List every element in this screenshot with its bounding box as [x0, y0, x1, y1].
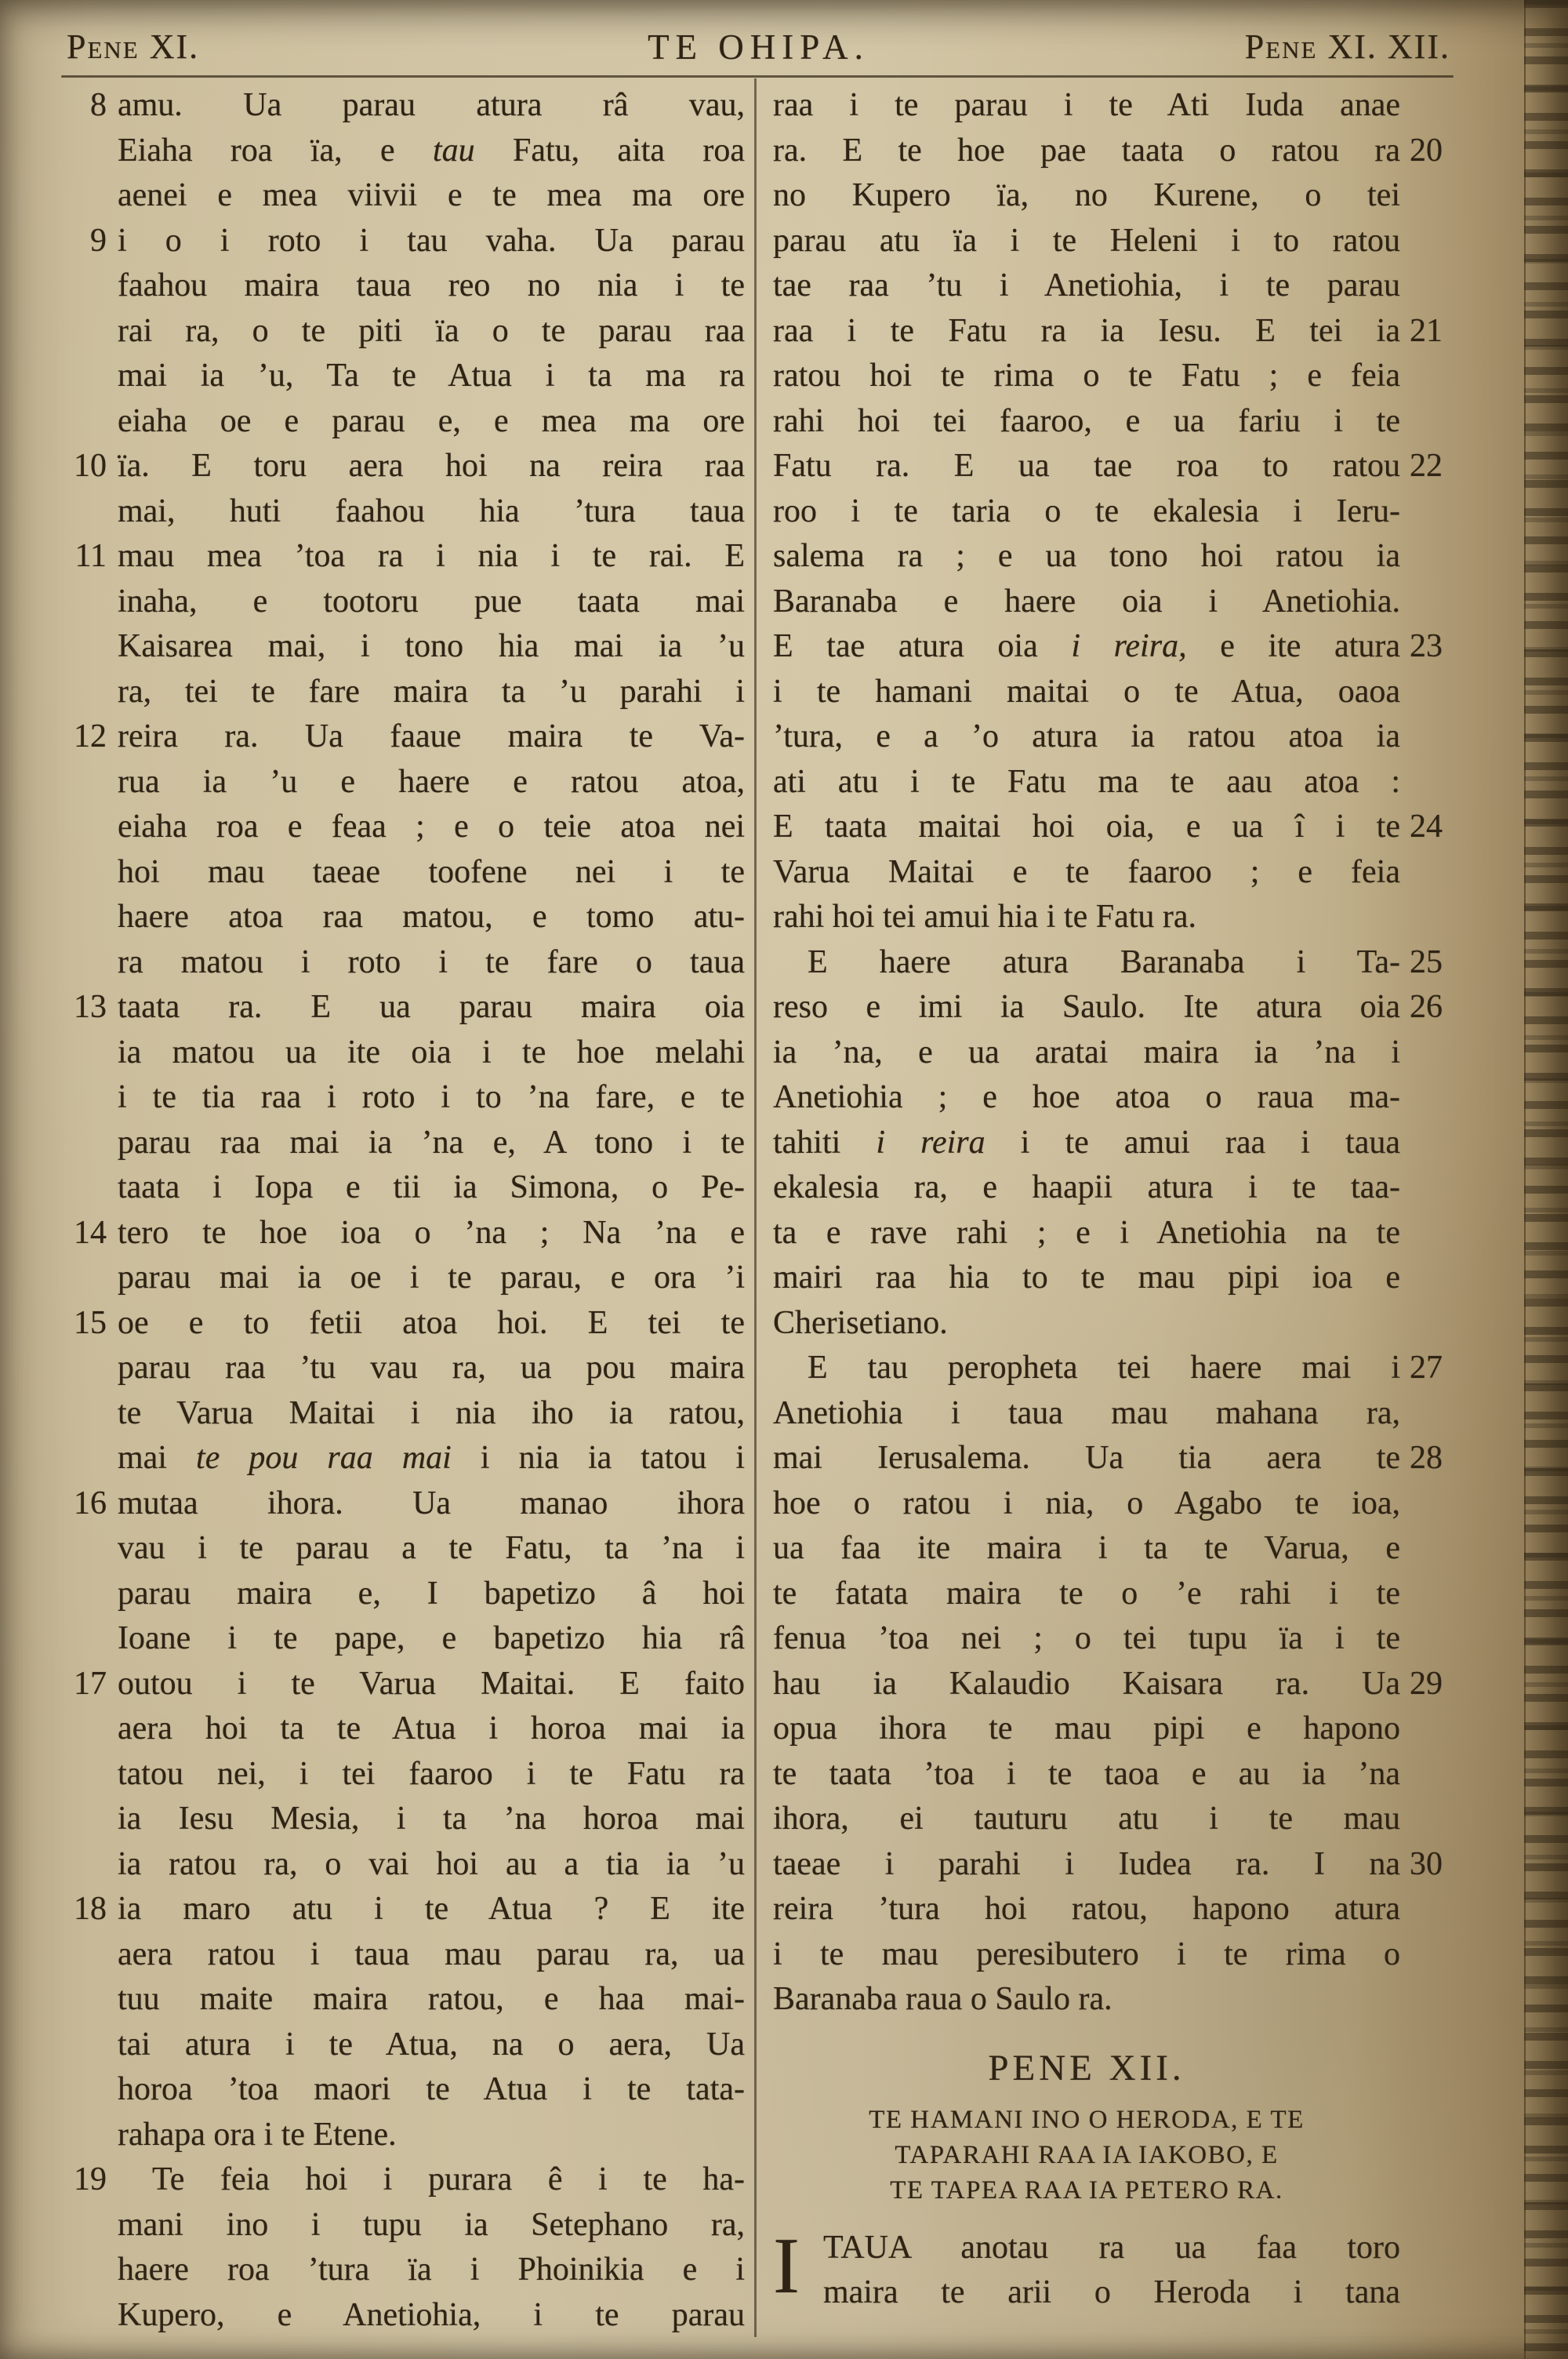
text-line	[118, 624, 745, 670]
text-line	[773, 399, 1400, 445]
column-divider	[754, 78, 757, 2337]
right-column-lines	[773, 83, 1443, 2023]
line-text: te taata ’toa i te taoa e au ia ’na	[773, 1755, 1400, 1792]
text-line	[118, 129, 745, 174]
line-text: rahi hoi tei amui hia i te Fatu ra.	[773, 899, 1197, 935]
line-text: parau raa mai ia ’na e, A tono i te	[118, 1124, 745, 1161]
verse-number: 20	[1410, 132, 1443, 169]
text-line	[823, 2270, 1400, 2316]
text-line	[118, 309, 745, 354]
line-text: mau mea ’toa ra i nia i te rai. E	[118, 538, 745, 574]
text-line	[118, 1346, 745, 1391]
line-text: amu. Ua parau atura râ vau,	[118, 87, 745, 123]
verse-number: 22	[1410, 448, 1443, 484]
line-text: parau atu ïa i te Heleni i to ratou	[773, 222, 1400, 259]
line-text: Baranaba raua o Saulo ra.	[773, 1981, 1112, 2017]
line-text: haere roa ’tura ïa i Phoinikia e i	[118, 2252, 745, 2288]
chapter-heading: PENE XII.	[988, 2047, 1185, 2088]
header-chapter-right: Pene XI. XII.	[1244, 27, 1450, 66]
line-text: taata i Iopa e tii ia Simona, o Pe-	[118, 1169, 745, 1205]
text-line	[118, 264, 745, 309]
verse-number: 14	[74, 1214, 107, 1251]
line-text: haere atoa raa matou, e tomo atu-	[118, 899, 745, 935]
text-line	[118, 1075, 745, 1121]
text-line	[773, 83, 1400, 129]
line-text: ia Iesu Mesia, i ta ’na horoa mai	[118, 1801, 745, 1837]
line-text: mai te pou raa mai i nia ia tatou i	[118, 1440, 745, 1476]
text-line	[773, 714, 1400, 760]
text-line	[773, 1887, 1400, 1932]
line-text: rahi hoi tei faaroo, e ua fariu i te	[773, 402, 1400, 439]
line-text: mutaa ihora. Ua manao ihora	[118, 1485, 745, 1521]
text-line	[773, 1075, 1400, 1121]
line-text: tuu maite maira ratou, e haa mai-	[118, 1981, 745, 2017]
chapter-opening-lines	[823, 2226, 1400, 2316]
line-text: vau i te parau a te Fatu, ta ’na i	[118, 1530, 745, 1566]
text-line	[773, 173, 1400, 219]
line-text: tatou nei, i tei faaroo i te Fatu ra	[118, 1755, 745, 1792]
line-text: te fatata maira te o ’e rahi i te	[773, 1575, 1400, 1612]
line-text: i o i roto i tau vaha. Ua parau	[118, 222, 745, 259]
line-text: Kupero, e Anetiohia, i te parau	[118, 2296, 745, 2333]
line-text: E tae atura oia i reira, e ite atura	[773, 628, 1400, 664]
text-line	[118, 2023, 745, 2068]
text-line	[773, 1256, 1400, 1301]
text-line	[773, 1842, 1443, 1888]
text-line	[773, 940, 1443, 986]
text-line	[773, 1436, 1443, 1481]
line-text: E taata maitai hoi oia, e ua î i te	[773, 809, 1400, 845]
line-text: no Kupero ïa, no Kurene, o tei	[773, 177, 1400, 213]
line-text: ia matou ua ite oia i te hoe melahi	[118, 1034, 745, 1070]
line-text: ekalesia ra, e haapii atura i te taa-	[773, 1169, 1400, 1205]
line-text: ua faa ite maira i ta te Varua, e	[773, 1530, 1400, 1566]
running-header	[67, 27, 1450, 75]
verse-number: 10	[74, 448, 107, 484]
line-text: aenei e mea viivii e te mea ma ore	[118, 177, 745, 213]
line-text: E tau peropheta tei haere mai i	[808, 1350, 1400, 1386]
text-line	[118, 940, 745, 986]
verse-number: 17	[74, 1665, 107, 1702]
line-text: Anetiohia ; e hoe atoa o raua ma-	[773, 1079, 1400, 1115]
text-line	[773, 534, 1400, 580]
line-text: reira ’tura hoi ratou, hapono atura	[773, 1891, 1400, 1927]
line-text: ’tura, e a ’o atura ia ratou atoa ia	[773, 718, 1400, 754]
line-text: opua ihora te mau pipi e hapono	[773, 1710, 1400, 1747]
text-line	[118, 760, 745, 805]
line-text: reira ra. Ua faaue maira te Va-	[118, 718, 745, 754]
text-line	[773, 264, 1400, 309]
line-text: aera ratou i taua mau parau ra, ua	[118, 1936, 745, 1972]
line-text: faahou maira taua reo no nia i te	[118, 267, 745, 304]
text-line	[118, 1030, 745, 1076]
text-line	[74, 1481, 745, 1527]
text-line	[118, 489, 745, 535]
text-line	[773, 1121, 1400, 1166]
verse-number: 25	[1410, 943, 1443, 980]
line-text: ia maro atu i te Atua ? E ite	[118, 1891, 745, 1927]
text-line	[118, 580, 745, 625]
text-line	[118, 2067, 745, 2113]
text-line	[74, 2157, 745, 2203]
text-line	[773, 1662, 1443, 1707]
line-text: i te hamani maitai o te Atua, oaoa	[773, 673, 1400, 710]
line-text: parau maira e, I bapetizo â hoi	[118, 1575, 745, 1612]
line-text: ia ratou ra, o vai hoi au a tia ia ’u	[118, 1845, 745, 1882]
line-text: Fatu ra. E ua tae roa to ratou	[773, 448, 1400, 484]
text-line	[773, 1165, 1400, 1211]
text-line	[118, 2203, 745, 2248]
text-line	[773, 1526, 1400, 1572]
line-text: Cherisetiano.	[773, 1304, 948, 1341]
text-line	[118, 399, 745, 445]
text-line	[823, 2226, 1400, 2271]
text-line	[118, 1256, 745, 1301]
text-line	[118, 1797, 745, 1842]
line-text: roo i te taria o te ekalesia i Ieru-	[773, 493, 1400, 529]
verse-number: 13	[74, 989, 107, 1025]
text-line	[118, 1391, 745, 1437]
line-text: mairi raa hia to te mau pipi ioa e	[773, 1259, 1400, 1296]
text-line	[773, 489, 1400, 535]
chapter-opening	[773, 2221, 1400, 2316]
line-text: Varua Maitai e te faaroo ; e feia	[773, 853, 1400, 890]
line-text: raa i te parau i te Ati Iuda anae	[773, 87, 1400, 123]
verse-number: 27	[1410, 1350, 1443, 1386]
line-text: inaha, e tootoru pue taata mai	[118, 583, 745, 620]
text-line	[773, 354, 1400, 399]
text-line	[773, 1346, 1443, 1391]
text-line	[118, 354, 745, 399]
line-text: tero te hoe ioa o ’na ; Na ’na e	[118, 1214, 745, 1251]
text-line	[118, 1165, 745, 1211]
line-text: oe e to fetii atoa hoi. E tei te	[118, 1304, 745, 1341]
text-line	[773, 805, 1443, 850]
text-line	[773, 1752, 1400, 1797]
text-line	[118, 1121, 745, 1166]
text-line	[74, 444, 745, 489]
chapter-subtitle	[773, 2103, 1400, 2208]
verse-number: 21	[1410, 312, 1443, 349]
chapter-subtitle-line: TAPARAHI RAA IA IAKOBO, E	[895, 2140, 1279, 2169]
text-line	[118, 1752, 745, 1797]
text-line	[90, 83, 745, 129]
header-rule	[61, 75, 1454, 78]
chapter-subtitle-line: TE TAPEA RAA IA PETERO RA.	[890, 2175, 1283, 2205]
text-line	[118, 805, 745, 850]
line-text: outou i te Varua Maitai. E faito	[118, 1665, 745, 1702]
verse-number: 15	[74, 1304, 107, 1341]
left-column	[74, 83, 746, 2338]
line-text: reso e imi ia Saulo. Ite atura oia	[773, 989, 1400, 1025]
line-text: ia ’na, e ua aratai maira ia ’na i	[773, 1034, 1400, 1070]
text-line	[773, 1301, 1400, 1347]
line-text: mani ino i tupu ia Setephano ra,	[118, 2206, 745, 2243]
line-text: TAUA anotau ra ua faa toro	[823, 2229, 1400, 2266]
text-line	[118, 1842, 745, 1888]
line-text: tahiti i reira i te amui raa i taua	[773, 1124, 1400, 1161]
line-text: rua ia ’u e haere e ratou atoa,	[118, 763, 745, 800]
line-text: hoi mau taeae toofene nei i te	[118, 853, 745, 890]
verse-number: 18	[74, 1891, 107, 1927]
line-text: salema ra ; e ua tono hoi ratou ia	[773, 538, 1400, 574]
text-line	[773, 760, 1400, 805]
text-line	[773, 1932, 1400, 1978]
text-line	[773, 624, 1443, 670]
verse-number: 9	[90, 222, 107, 259]
verse-number: 28	[1410, 1440, 1443, 1476]
text-line	[118, 1707, 745, 1752]
verse-number: 29	[1410, 1665, 1443, 1702]
text-line	[118, 850, 745, 896]
verse-number: 26	[1410, 989, 1443, 1025]
text-line	[74, 1211, 745, 1256]
text-line	[118, 1572, 745, 1617]
line-text: parau raa ’tu vau ra, ua pou maira	[118, 1350, 745, 1386]
text-line	[118, 895, 745, 940]
line-text: tae raa ’tu i Anetiohia, i te parau	[773, 267, 1400, 304]
line-text: ïa. E toru aera hoi na reira raa	[118, 448, 745, 484]
text-line	[118, 1932, 745, 1978]
line-text: hoe o ratou i nia, o Agabo te ioa,	[773, 1485, 1400, 1521]
text-line	[773, 1616, 1400, 1662]
text-line	[773, 580, 1400, 625]
verse-number: 11	[74, 538, 107, 574]
verse-number: 23	[1410, 628, 1443, 664]
line-text: tai atura i te Atua, na o aera, Ua	[118, 2026, 745, 2063]
line-text: ratou hoi te rima o te Fatu ; e feia	[773, 358, 1400, 394]
verse-number: 12	[74, 718, 107, 754]
text-line	[118, 1526, 745, 1572]
line-text: aera hoi ta te Atua i horoa mai ia	[118, 1710, 745, 1747]
line-text: Ioane i te pape, e bapetizo hia râ	[118, 1620, 745, 1656]
line-text: taeae i parahi i Iudea ra. I na	[773, 1845, 1400, 1882]
line-text: Baranaba e haere oia i Anetiohia.	[773, 583, 1400, 620]
line-text: mai ia ’u, Ta te Atua i ta ma ra	[118, 358, 745, 394]
line-text: horoa ’toa maori te Atua i te tata-	[118, 2071, 745, 2107]
line-text: E haere atura Baranaba i Ta-	[808, 943, 1400, 980]
text-line	[773, 1481, 1400, 1527]
line-text: maira te arii o Heroda i tana	[823, 2274, 1400, 2310]
line-text: ra. E te hoe pae taata o ratou ra	[773, 132, 1400, 169]
header-chapter-left: Pene XI.	[67, 27, 200, 66]
page-title: TE OHIPA.	[648, 27, 869, 67]
text-line	[773, 309, 1443, 354]
line-text: Kaisarea mai, i tono hia mai ia ’u	[118, 628, 745, 664]
text-line	[74, 534, 745, 580]
verse-number: 19	[74, 2161, 107, 2197]
text-line	[773, 219, 1400, 264]
line-text: ati atu i te Fatu ma te aau atoa :	[773, 763, 1400, 800]
text-line	[118, 1616, 745, 1662]
line-text: raa i te Fatu ra ia Iesu. E tei ia	[773, 312, 1400, 349]
right-column	[773, 83, 1443, 2316]
text-line	[90, 219, 745, 264]
line-text: i te tia raa i roto i to ’na fare, e te	[118, 1079, 745, 1115]
text-line	[74, 985, 745, 1030]
chapter-subtitle-line: TE HAMANI INO O HERODA, E TE	[869, 2105, 1305, 2134]
text-line	[773, 1707, 1400, 1752]
text-line	[118, 2248, 745, 2293]
line-text: rai ra, o te piti ïa o te parau raa	[118, 312, 745, 349]
text-line	[773, 1797, 1400, 1842]
line-text: te Varua Maitai i nia iho ia ratou,	[118, 1394, 745, 1431]
text-line	[118, 670, 745, 715]
line-text: parau mai ia oe i te parau, e ora ’i	[118, 1259, 745, 1296]
verse-number: 30	[1410, 1845, 1443, 1882]
line-text: mai Ierusalema. Ua tia aera te	[773, 1440, 1400, 1476]
text-line	[773, 1030, 1400, 1076]
line-text: ra matou i roto i te fare o taua	[118, 943, 745, 980]
line-text: Te feia hoi i purara ê i te ha-	[152, 2161, 745, 2197]
line-text: eiaha oe e parau e, e mea ma ore	[118, 402, 745, 439]
line-text: i te mau peresibutero i te rima o	[773, 1936, 1400, 1972]
text-line	[773, 1977, 1400, 2023]
left-column-lines	[74, 83, 746, 2338]
text-line	[74, 1887, 745, 1932]
text-line	[74, 714, 745, 760]
verse-number: 24	[1410, 809, 1443, 845]
chapter-dropcap: I	[773, 2221, 800, 2310]
line-text: hau ia Kalaudio Kaisara ra. Ua	[773, 1665, 1400, 1702]
text-line	[773, 444, 1443, 489]
text-line	[74, 1301, 745, 1347]
line-text: Eiaha roa ïa, e tau Fatu, aita roa	[118, 132, 746, 169]
text-line	[773, 1391, 1400, 1437]
line-text: ihora, ei tauturu atu i te mau	[773, 1801, 1400, 1837]
line-text: taata ra. E ua parau maira oia	[118, 989, 745, 1025]
text-line	[118, 1436, 745, 1481]
text-line	[74, 1662, 745, 1707]
text-line	[118, 2293, 745, 2339]
text-line	[118, 1977, 745, 2023]
text-line	[773, 850, 1400, 896]
line-text: Anetiohia i taua mau mahana ra,	[773, 1394, 1400, 1431]
text-line	[773, 129, 1443, 174]
page-edge	[1524, 0, 1568, 2359]
line-text: ra, tei te fare maira ta ’u parahi i	[118, 673, 745, 710]
line-text: mai, huti faahou hia ’tura taua	[118, 493, 745, 529]
verse-number: 16	[74, 1485, 107, 1521]
line-text: eiaha roa e feaa ; e o teie atoa nei	[118, 809, 745, 845]
text-line	[773, 895, 1400, 940]
line-text: rahapa ora i te Etene.	[118, 2116, 397, 2153]
text-line	[773, 1211, 1400, 1256]
line-text: fenua ’toa nei ; o tei tupu ïa i te	[773, 1620, 1400, 1656]
text-line	[773, 1572, 1400, 1617]
text-line	[118, 173, 745, 219]
text-line	[773, 670, 1400, 715]
text-line	[118, 2113, 745, 2158]
text-line	[773, 985, 1443, 1030]
verse-number: 8	[90, 87, 107, 123]
line-text: ta e rave rahi ; e i Anetiohia na te	[773, 1214, 1400, 1251]
